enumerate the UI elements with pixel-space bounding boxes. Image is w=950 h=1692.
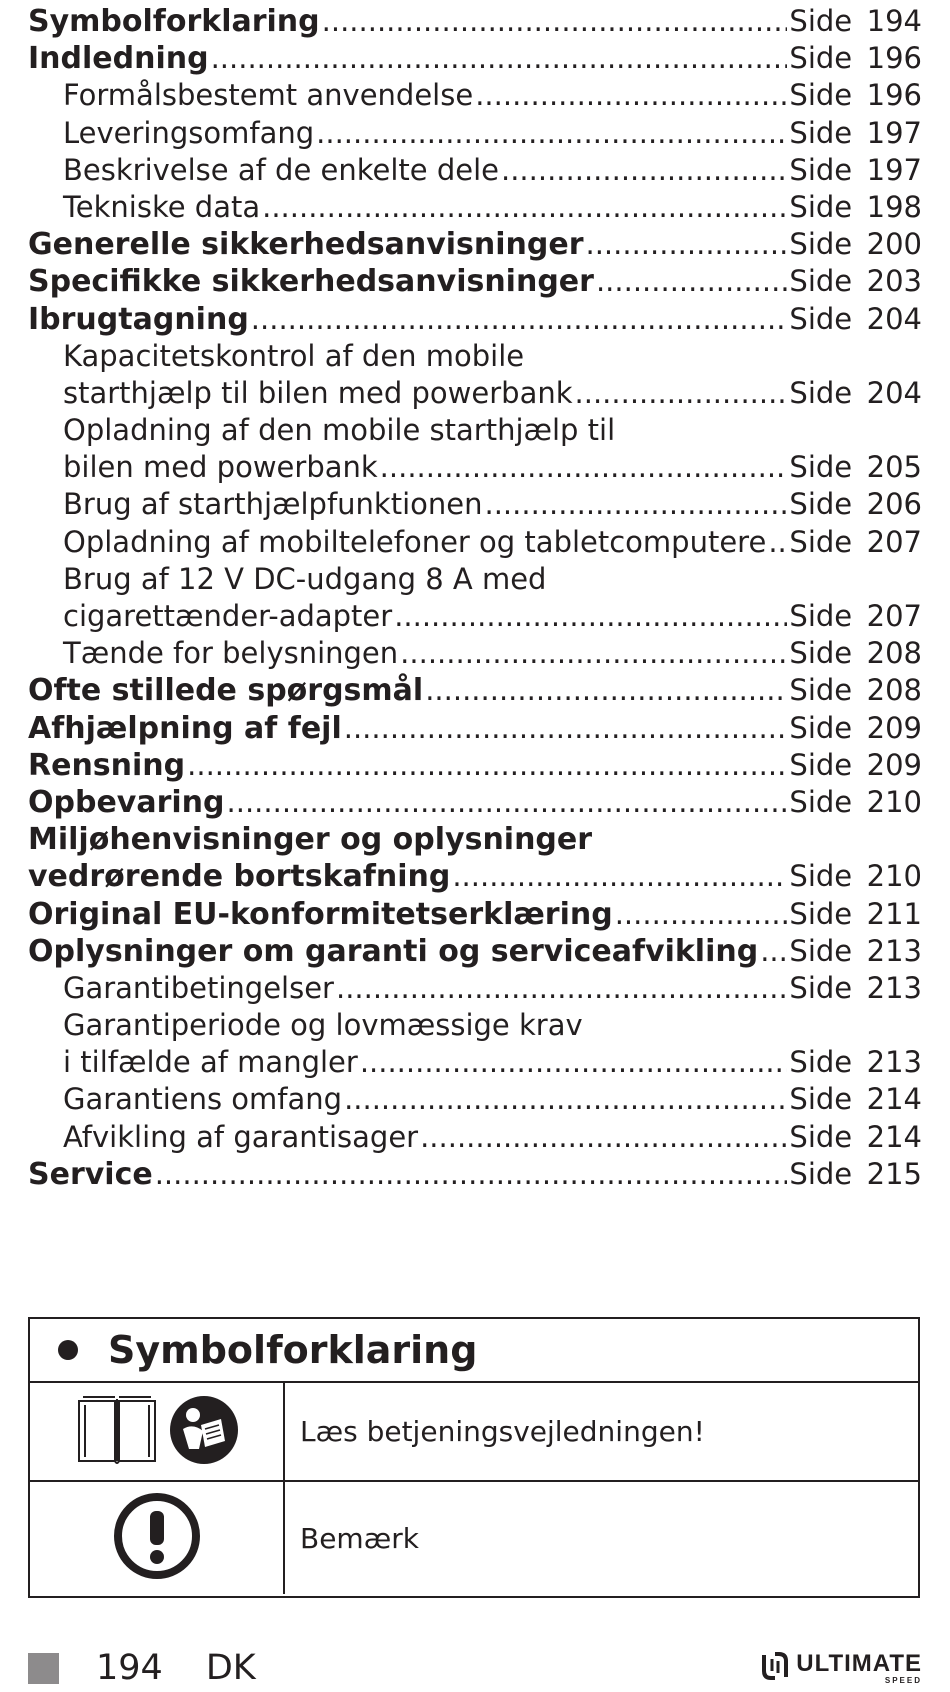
toc-page-number: 211 — [866, 896, 922, 931]
toc-entry-page — [789, 524, 922, 561]
toc-leader-dots — [187, 747, 787, 784]
page-number: 194 — [96, 1648, 163, 1688]
toc-entry — [28, 115, 922, 152]
toc-entry-page — [789, 449, 922, 486]
toc-entry — [28, 784, 922, 821]
toc-entry-page — [789, 710, 922, 747]
book-icon — [75, 1395, 159, 1469]
toc-entry-page — [789, 1119, 922, 1156]
toc-entry — [28, 375, 922, 412]
toc-entry — [28, 1044, 922, 1081]
toc-leader-dots — [251, 301, 788, 338]
symbol-text-note: Bemærk — [300, 1521, 419, 1555]
toc-entry-title: starthjælp til bilen med powerbank — [63, 375, 573, 410]
toc-page-number: 209 — [866, 710, 922, 745]
toc-leader-dots — [501, 152, 787, 189]
toc-leader-dots — [380, 449, 788, 486]
toc-page-number: 208 — [866, 673, 922, 708]
toc-entry — [28, 263, 922, 300]
toc-entry-title: Opladning af mobiltelefoner og tabletcomputere — [63, 524, 767, 559]
toc-entry-page — [789, 226, 922, 263]
toc-entry-page — [789, 301, 922, 338]
page-footer — [28, 1648, 922, 1688]
bullet-icon — [58, 1340, 78, 1360]
toc-page-word: Side — [789, 636, 853, 671]
toc-entry-title: Symbolforklaring — [28, 4, 320, 39]
symbol-legend-title: Symbolforklaring — [108, 1328, 478, 1372]
toc-page-word: Side — [789, 227, 853, 262]
brand-subtitle: SPEED — [884, 1675, 922, 1685]
toc-entry — [28, 970, 922, 1007]
toc-entry-title: i tilfælde af mangler — [63, 1045, 358, 1080]
toc-leader-dots — [475, 77, 787, 114]
toc-page-word: Side — [789, 1156, 853, 1191]
toc-page-word: Side — [789, 970, 853, 1005]
toc-entry — [28, 486, 922, 523]
toc-entry-page — [789, 672, 922, 709]
toc-entry — [28, 710, 922, 747]
toc-entry — [28, 858, 922, 895]
toc-entry-page — [789, 1156, 922, 1193]
toc-entry — [28, 933, 922, 970]
toc-page-word: Side — [789, 747, 853, 782]
toc-page-number: 214 — [866, 1119, 922, 1154]
toc-leader-dots — [344, 1081, 787, 1118]
toc-page-number: 215 — [866, 1156, 922, 1191]
toc-entry-page — [789, 152, 922, 189]
toc-leader-dots — [768, 524, 787, 561]
toc-page-word: Side — [789, 933, 853, 968]
toc-entry-page — [789, 77, 922, 114]
toc-entry-title: Garantiens omfang — [63, 1082, 343, 1117]
toc-entry-title: Ibrugtagning — [28, 301, 249, 337]
toc-leader-dots — [155, 1156, 788, 1193]
toc-page-number: 213 — [866, 933, 922, 968]
toc-page-word: Side — [789, 1045, 853, 1080]
symbol-text-manual: Læs betjeningsvejledningen! — [300, 1415, 705, 1448]
toc-page-number: 210 — [866, 784, 922, 819]
toc-page-word: Side — [789, 524, 853, 559]
toc-entry — [28, 747, 922, 784]
toc-entry-page — [789, 486, 922, 523]
toc-leader-dots — [316, 115, 787, 152]
toc-entry-title: Garantiperiode og lovmæssige krav — [63, 1008, 583, 1043]
brand-name: ULTIMATE — [796, 1649, 922, 1677]
toc-entry-title: Beskrivelse af de enkelte dele — [63, 152, 499, 187]
toc-page-number: 203 — [866, 264, 922, 299]
toc-entry — [28, 1156, 922, 1193]
toc-entry — [28, 524, 922, 561]
toc-entry-page — [789, 747, 922, 784]
toc-page-word: Side — [789, 4, 853, 38]
toc-entry-title: Afhjælpning af fejl — [28, 710, 342, 746]
toc-entry-page — [789, 896, 922, 933]
toc-page-number: 196 — [866, 78, 922, 113]
toc-entry — [28, 338, 922, 375]
toc-page-number: 207 — [866, 599, 922, 633]
toc-page-number: 196 — [866, 41, 922, 76]
symbol-legend-box — [28, 1317, 920, 1598]
symbol-row-note — [30, 1482, 918, 1594]
toc-page-number: 204 — [866, 375, 922, 410]
toc-page-number: 213 — [866, 1045, 922, 1080]
toc-entry — [28, 561, 922, 598]
toc-leader-dots — [322, 3, 788, 40]
toc-entry-title: Formålsbestemt anvendelse — [63, 78, 474, 113]
toc-entry-title: Generelle sikkerhedsanvisninger — [28, 227, 584, 263]
toc-page-word: Side — [789, 673, 853, 708]
toc-entry-page — [789, 263, 922, 300]
toc-entry — [28, 3, 922, 40]
toc-page-number: 214 — [866, 1082, 922, 1117]
toc-entry-title: Brug af starthjælpfunktionen — [63, 487, 483, 522]
toc-entry-title: Original EU-konformitetserklæring — [28, 896, 613, 932]
toc-entry-page — [789, 858, 922, 895]
toc-entry-title: Opbevaring — [28, 784, 225, 820]
toc-page-number: 197 — [866, 115, 922, 150]
toc-leader-dots — [360, 1044, 788, 1081]
toc-entry-page — [789, 970, 922, 1007]
toc-page-word: Side — [789, 450, 853, 485]
toc-leader-dots — [425, 672, 787, 709]
symbol-icon-cell — [30, 1482, 285, 1594]
footer-square — [28, 1653, 59, 1684]
toc-entry-title: bilen med powerbank — [63, 450, 378, 485]
toc-entry-page — [789, 933, 922, 970]
exclamation-circle-icon — [112, 1491, 202, 1585]
toc-page-number: 206 — [866, 487, 922, 522]
toc-page-word: Side — [789, 859, 853, 894]
toc-page-word: Side — [789, 896, 853, 931]
toc-page-number: 208 — [866, 636, 922, 671]
symbol-icon-cell — [30, 1383, 285, 1480]
toc-entry — [28, 449, 922, 486]
toc-leader-dots — [452, 858, 787, 895]
toc-entry — [28, 896, 922, 933]
toc-page-word: Side — [789, 375, 853, 410]
toc-page-word: Side — [789, 41, 853, 76]
toc-entry-title: Tænde for belysningen — [63, 636, 399, 671]
toc-leader-dots — [227, 784, 788, 821]
toc-page-number: 213 — [866, 970, 922, 1005]
toc-entry — [28, 412, 922, 449]
toc-leader-dots — [596, 263, 787, 300]
toc-entry — [28, 152, 922, 189]
toc-entry — [28, 1081, 922, 1118]
toc-leader-dots — [575, 375, 788, 412]
toc-entry-title: Opladning af den mobile starthjælp til — [63, 413, 616, 448]
toc-entry-title: Leveringsomfang — [63, 115, 315, 150]
symbol-legend-header — [30, 1319, 918, 1383]
toc-entry-page — [789, 784, 922, 821]
toc-entry — [28, 598, 922, 635]
toc-entry-title: Kapacitetskontrol af den mobile — [63, 338, 525, 373]
toc-page-word: Side — [789, 301, 853, 336]
toc-leader-dots — [615, 896, 788, 933]
toc-page-word: Side — [789, 152, 853, 187]
toc-entry — [28, 301, 922, 338]
toc-page-number: 198 — [866, 189, 922, 224]
brand-logo-icon — [760, 1651, 790, 1686]
brand-logo — [760, 1651, 922, 1686]
toc-page-word: Side — [789, 264, 853, 299]
toc-leader-dots — [336, 970, 787, 1007]
toc-entry-title: Indledning — [28, 41, 209, 77]
toc-entry-page — [789, 3, 922, 40]
toc-entry — [28, 226, 922, 263]
symbol-row-manual — [30, 1383, 918, 1482]
toc-entry-page — [789, 598, 922, 635]
toc-entry-page — [789, 1044, 922, 1081]
toc-page-number: 200 — [866, 227, 922, 262]
toc-entry — [28, 1007, 922, 1044]
toc-page-number: 209 — [866, 747, 922, 782]
toc-entry-title: Specifikke sikkerhedsanvisninger — [28, 264, 594, 300]
toc-page-number: 205 — [866, 450, 922, 485]
toc-leader-dots — [394, 598, 787, 635]
language-code: DK — [205, 1648, 256, 1688]
toc-entry-title: Ofte stillede spørgsmål — [28, 673, 424, 709]
toc-entry-title: cigarettænder-adapter — [63, 599, 393, 633]
toc-entry — [28, 1119, 922, 1156]
toc-entry-title: Brug af 12 V DC-udgang 8 A med — [63, 561, 547, 596]
toc-page-word: Side — [789, 599, 853, 633]
toc-leader-dots — [400, 635, 787, 672]
toc-leader-dots — [760, 933, 787, 970]
read-manual-person-icon — [169, 1395, 239, 1469]
toc-entry — [28, 635, 922, 672]
toc-page-number: 210 — [866, 859, 922, 894]
toc-entry — [28, 77, 922, 114]
toc-page-word: Side — [789, 78, 853, 113]
toc-page-word: Side — [789, 115, 853, 150]
toc-entry — [28, 40, 922, 77]
toc-entry — [28, 821, 922, 858]
toc-entry-page — [789, 189, 922, 226]
toc-page-number: 204 — [866, 301, 922, 336]
toc-entry-title: vedrørende bortskafning — [28, 859, 451, 895]
toc-entry — [28, 189, 922, 226]
toc-page-word: Side — [789, 189, 853, 224]
toc-leader-dots — [344, 710, 788, 747]
toc-entry-page — [789, 1081, 922, 1118]
toc-entry-title: Oplysninger om garanti og serviceafvikling — [28, 933, 759, 969]
toc-page-word: Side — [789, 784, 853, 819]
toc-page-word: Side — [789, 1082, 853, 1117]
toc-leader-dots — [420, 1119, 787, 1156]
toc-page-number: 197 — [866, 152, 922, 187]
toc-entry — [28, 672, 922, 709]
toc-page-number: 207 — [866, 524, 922, 559]
toc-leader-dots — [586, 226, 788, 263]
toc-entry-title: Afvikling af garantisager — [63, 1119, 419, 1154]
toc-entry-page — [789, 635, 922, 672]
toc-page-word: Side — [789, 710, 853, 745]
toc-entry-title: Garantibetingelser — [63, 970, 334, 1005]
toc-entry-title: Rensning — [28, 747, 186, 783]
toc-page-word: Side — [789, 1119, 853, 1154]
toc-entry-title: Service — [28, 1156, 153, 1192]
toc-page-number: 194 — [866, 4, 922, 38]
toc-leader-dots — [211, 40, 788, 77]
toc-entry-title: Tekniske data — [63, 189, 261, 224]
toc-entry-page — [789, 375, 922, 412]
toc-entry-page — [789, 115, 922, 152]
toc-page-word: Side — [789, 487, 853, 522]
toc-entry-title: Miljøhenvisninger og oplysninger — [28, 822, 593, 858]
toc-entry-page — [789, 40, 922, 77]
toc-leader-dots — [262, 189, 787, 226]
toc-leader-dots — [484, 486, 787, 523]
table-of-contents — [28, 3, 922, 1193]
